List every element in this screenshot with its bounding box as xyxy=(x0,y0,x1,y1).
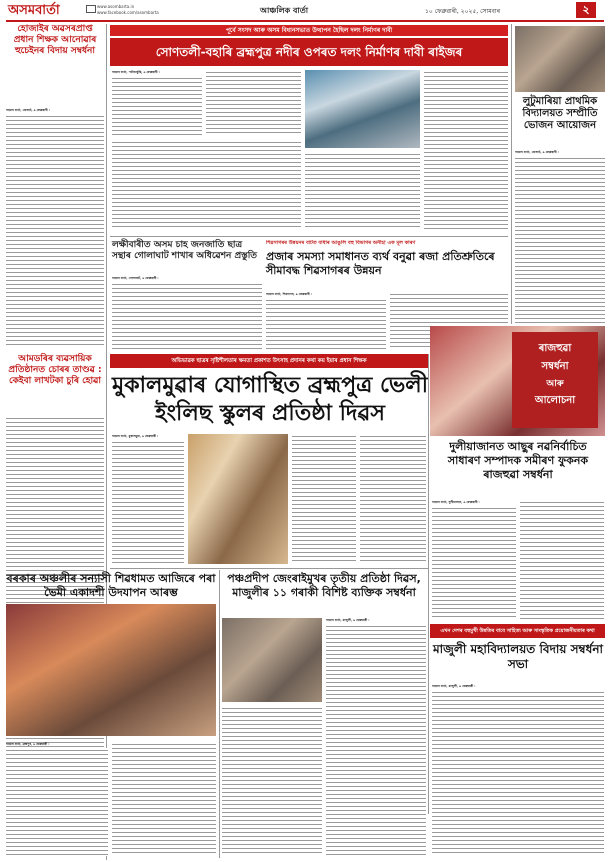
masthead-rule xyxy=(6,20,604,22)
left-headline-2: আমডৰিৰ ব্যৱসায়িক প্ৰতিষ্ঠানত চোৰৰ তাণ্ডৱ : কেইবা লাখটকা চুৰি হোৱা xyxy=(8,354,102,386)
left-headline-1: হোজাইৰ অৱসৰপ্ৰাপ্ত প্ৰধান শিক্ষক আনোৱাৰ হুচেইনৰ বিদায় সম্বৰ্ধনা xyxy=(13,24,97,56)
story8-divider xyxy=(219,570,220,858)
story2-headline: লক্ষীবাৰীত অসম চাহ জনজাতি ছাত্ৰ সন্থাৰ গোলাঘাট শাখাৰ অধিৱেশন প্ৰস্তুতি xyxy=(112,240,258,261)
column-divider-right xyxy=(511,24,512,324)
right-body-text xyxy=(515,156,605,324)
mail-icon xyxy=(86,5,96,13)
lead-body-col-5 xyxy=(305,152,420,230)
masthead xyxy=(0,0,610,22)
story5-dateline: আমাৰ বাৰ্তা, মুকালমুৱা, ৯ ফেব্ৰুৱাৰী : xyxy=(112,434,159,438)
story6-body xyxy=(432,690,604,856)
lead-dateline: আমাৰ বাৰ্তা, পাটাচাৰ্কুছি, ৯ ফেব্ৰুৱাৰী : xyxy=(112,70,160,74)
lead-body-col-3 xyxy=(424,70,508,230)
story5-photo xyxy=(188,434,288,564)
story3-headline: প্ৰজাৰ সমস্যা সমাধানত ব্যৰ্থ বনুৱা ৰজা প্ৰতিশ্ৰুতিৰে সীমাবদ্ধ শিৱসাগৰৰ উন্নয়ন xyxy=(266,250,495,277)
banner-line-3: আৰু xyxy=(546,379,564,389)
top-strip: পূৰ্বে সংসদ আৰু অসম বিধানসভাত উত্থাপন হৈছিল দলং নিৰ্মাণৰ দাবী xyxy=(110,25,508,36)
story8-headline: পঞ্চপ্ৰদীপ জেংৰাইমুখৰ তৃতীয় প্ৰতিষ্ঠা দিৱস, মাজুলীৰ ১১ গৰাকী বিশিষ্ট ব্যক্তিক সম্বৰ্ধনা xyxy=(227,572,421,599)
story3-kicker: শিৱসাগৰৰ উন্নয়নৰ বাটত বাধাৰ আঙুলি বহু বিভাগৰ অনীহা এক মূল কাৰণ xyxy=(266,240,416,246)
story5-kicker: অভিভাৱক ছাত্ৰৰ সৃষ্টিশীলতাৰ ক্ষমতা প্ৰকাশত উৎসাহ প্ৰদানৰ কথা কয় ইয়াৰ প্ৰধান শিক্ষক xyxy=(110,354,428,368)
story3-dateline: আমাৰ বাৰ্তা, শিৱসাগৰ, ৯ ফেব্ৰুৱাৰী : xyxy=(266,292,313,296)
story7-headline: বৰকাৰ অঞ্চলীৰ সন্যাসী শিৱধামত আজিৰে পৰা ভৈমী একাদশী উদযাপন আৰম্ভ xyxy=(6,572,216,599)
story5-headline: মুকালমুৱাৰ যোগাস্থিত ব্ৰহ্মপুত্ৰ ভেলী ইংলিছ স্কুলৰ প্ৰতিষ্ঠা দিৱস xyxy=(112,373,428,426)
brand-logo[interactable]: অসমবাৰ্তা xyxy=(8,3,80,19)
section-title: আঞ্চলিক বাৰ্তা xyxy=(260,6,309,15)
left-dateline: আমাৰ বাৰ্তা, হোজাই, ৯ ফেব্ৰুৱাৰী : xyxy=(6,108,50,112)
story7-body-2 xyxy=(112,742,216,856)
story2-body xyxy=(112,282,262,350)
right-dateline: আমাৰ বাৰ্তা, হোজাই, ৯ ফেব্ৰুৱাৰী : xyxy=(515,150,559,154)
story4-headline: দুলীয়াজানত আছুৰ নৱনিৰ্বাচিত সাধাৰণ সম্পাদক সমীৰণ ফুকনক ৰাজহুৱা সম্বৰ্ধনা xyxy=(447,440,589,481)
left-body-text-1 xyxy=(6,114,104,346)
story6-dateline: আমাৰ বাৰ্তা, মাজুলী, ৯ ফেব্ৰুৱাৰী : xyxy=(432,684,476,688)
issue-date: ১০ ফেব্ৰুৱাৰী, ২০২৫, সোমবাৰ xyxy=(425,8,501,15)
lead-body-col-2 xyxy=(206,70,301,136)
page-number: ২ xyxy=(576,2,596,18)
right-headline: লুটুমাৰিয়া প্ৰাথমিক বিদ্যালয়ত সম্প্ৰীতি ভোজন আয়োজন xyxy=(522,96,598,131)
story8-body-2 xyxy=(222,706,322,856)
story8-photo xyxy=(222,618,322,702)
lead-headline: সোণতলী-বহাৰি ব্ৰহ্মপুত্ৰ নদীৰ ওপৰত দলং নিৰ্মাণৰ দাবী ৰাইজৰ xyxy=(110,38,508,66)
bottom-rule xyxy=(110,568,428,569)
story4-body-2 xyxy=(520,500,604,620)
banner-box xyxy=(512,332,598,428)
lead-body-col-1 xyxy=(112,76,202,136)
story6-kicker: এখন দেশৰ বহুমুখী উন্নতিৰ বাবে সাহিত্য আৰু সাংস্কৃতিক প্ৰয়োজনীয়তাৰ কথা xyxy=(430,624,605,638)
story5-body-2 xyxy=(292,434,356,564)
story5-body-1 xyxy=(112,440,184,564)
right-column-photo xyxy=(515,26,605,92)
lead-photo-ferry xyxy=(305,70,420,148)
banner-line-4: আলোচনা xyxy=(534,395,576,406)
story8-dateline: আমাৰ বাৰ্তা, মাজুলী, ৯ ফেব্ৰুৱাৰী : xyxy=(326,618,370,622)
banner-line-1: ৰাজহুৱা xyxy=(538,343,572,354)
story6-headline: মাজুলী মহাবিদ্যালয়ত বিদায় সম্বৰ্ধনা সভা xyxy=(433,642,603,671)
story5-body-3 xyxy=(360,434,426,564)
story2-rule xyxy=(110,236,508,237)
story7-body-1 xyxy=(6,748,108,856)
contact-line-2: www.facebook.com/asombarta xyxy=(97,10,159,15)
story3-body-1 xyxy=(266,298,386,350)
story7-photo xyxy=(6,604,216,736)
contact-line-1: www.asombarta.in xyxy=(97,4,135,9)
story4-dateline: আমাৰ বাৰ্তা, দুলীয়াজান, ৯ ফেব্ৰুৱাৰী : xyxy=(432,500,480,504)
left-column xyxy=(6,24,104,862)
story7-dateline: আমাৰ বাৰ্তা, ব্ৰহ্মপুৰ, ৯ ফেব্ৰুৱাৰী : xyxy=(6,742,50,746)
story8-body-1 xyxy=(326,624,426,856)
lead-body-col-4 xyxy=(112,140,301,230)
story4-body-1 xyxy=(432,506,516,620)
story5-divider xyxy=(428,354,429,814)
banner-line-2: সম্বৰ্ধনা xyxy=(541,361,569,372)
story2-dateline: আমাৰ বাৰ্তা, গোলাঘাট, ৯ ফেব্ৰুৱাৰী : xyxy=(112,276,159,280)
